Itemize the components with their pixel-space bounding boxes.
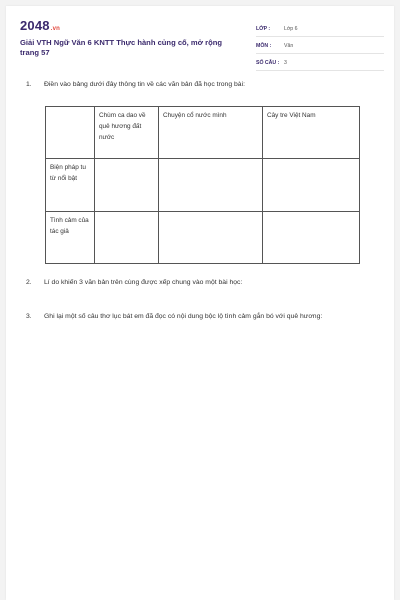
table-cell (159, 159, 263, 212)
table-cell (159, 212, 263, 264)
meta-label: MÔN : (256, 43, 272, 49)
question-2 (26, 279, 242, 286)
table-header-row (46, 107, 360, 159)
meta-value: Lớp 6 (284, 26, 298, 32)
question-number: 2. (26, 279, 32, 286)
meta-label: SỐ CÂU : (256, 60, 280, 66)
page-title: Giải VTH Ngữ Văn 6 KNTT Thực hành củng cố, mở rộng trang 57 (20, 38, 223, 57)
meta-row-class (256, 22, 384, 37)
table-row-label: Biện pháp tu từ nổi bật (46, 159, 95, 212)
table-row-label: Tình cảm của tác giả (46, 212, 95, 264)
table-row (46, 159, 360, 212)
meta-value: Văn (284, 43, 294, 49)
question-text: Ghi lại một số câu thơ lục bát em đã đọc có nội dung bộc lộ tình cảm gắn bó với quê hương: (44, 313, 323, 320)
table-header-cell (46, 107, 95, 159)
question-text: Điền vào bảng dưới đây thông tin về các văn bản đã học trong bài: (44, 81, 245, 88)
document-page (6, 6, 394, 600)
question-number: 1. (26, 81, 32, 88)
logo-main-text: 2048 (20, 18, 50, 33)
meta-row-subject (256, 39, 384, 54)
question-1 (26, 81, 245, 88)
table-header-cell: Chuyện cổ nước mình (159, 107, 263, 159)
logo-suffix-text: .vn (50, 26, 61, 32)
meta-panel (256, 22, 384, 73)
table-header-cell: Cây tre Việt Nam (263, 107, 360, 159)
table-cell (263, 159, 360, 212)
meta-label: LỚP : (256, 26, 271, 32)
question-text: Lí do khiến 3 văn bản trên cùng được xếp chung vào một bài học: (44, 279, 243, 286)
meta-row-question-count (256, 56, 384, 71)
table-cell (95, 159, 159, 212)
table-header-cell: Chùm ca dao về quê hương đất nước (95, 107, 159, 159)
table-cell (95, 212, 159, 264)
info-table (45, 106, 360, 264)
meta-value: 3 (284, 60, 287, 66)
question-3 (26, 313, 322, 320)
question-number: 3. (26, 313, 32, 320)
site-logo[interactable] (20, 18, 60, 33)
table-cell (263, 212, 360, 264)
table-row (46, 212, 360, 264)
